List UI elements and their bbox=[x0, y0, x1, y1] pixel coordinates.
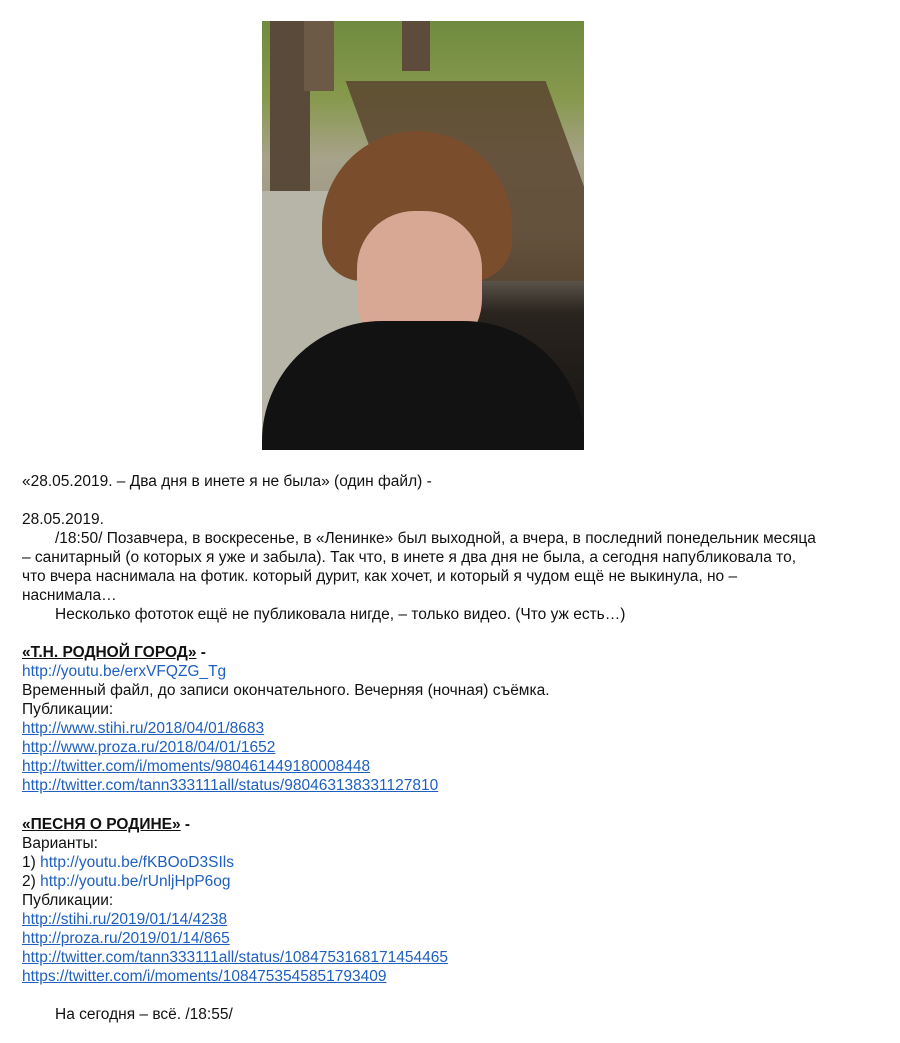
publication-link[interactable]: https://twitter.com/i/moments/1084753545851793409 bbox=[22, 968, 387, 985]
variant-link[interactable]: http://youtu.be/rUnljHpP6og bbox=[40, 873, 231, 890]
variant-link[interactable]: http://youtu.be/fKBOoD3SIls bbox=[40, 854, 234, 871]
post-date: 28.05.2019. bbox=[22, 511, 104, 528]
paragraph2: Несколько фототок ещё не публиковала нигде, – только видео. (Что уж есть…) bbox=[55, 606, 626, 623]
section2-dash: - bbox=[180, 816, 191, 833]
section1-video-link[interactable]: http://youtu.be/erxVFQZG_Tg bbox=[22, 663, 227, 680]
paragraph1-line: что вчера наснимала на фотик. который дурит, как хочет, и который я чудом ещё не выкинула, но – bbox=[22, 568, 738, 585]
section1-heading bbox=[22, 643, 206, 662]
publication-link[interactable]: http://www.stihi.ru/2018/04/01/8683 bbox=[22, 720, 265, 737]
section1-title: «Т.Н. РОДНОЙ ГОРОД» bbox=[22, 644, 197, 661]
variant-item bbox=[22, 853, 234, 872]
section2-heading bbox=[22, 815, 190, 834]
paragraph1-line: – санитарный (о которых я уже и забыла). Так что, в инете я два дня не была, а сегодня напубликовала то, bbox=[22, 549, 797, 566]
section2-pub-label: Публикации: bbox=[22, 892, 114, 909]
publication-link[interactable]: http://twitter.com/i/moments/980461449180008448 bbox=[22, 758, 371, 775]
publication-link[interactable]: http://twitter.com/tann333111all/status/980463138331127810 bbox=[22, 777, 439, 794]
publication-link[interactable]: http://www.proza.ru/2018/04/01/1652 bbox=[22, 739, 276, 756]
photo-tree bbox=[304, 21, 334, 91]
section1-pub-label: Публикации: bbox=[22, 701, 114, 718]
paragraph1-line: наснимала… bbox=[22, 587, 117, 604]
photo-tree bbox=[402, 21, 430, 71]
publication-link[interactable]: http://stihi.ru/2019/01/14/4238 bbox=[22, 911, 228, 928]
closing-line: На сегодня – всё. /18:55/ bbox=[55, 1006, 233, 1023]
section1-note: Временный файл, до записи окончательного. Вечерняя (ночная) съёмка. bbox=[22, 682, 550, 699]
section1-dash: - bbox=[196, 644, 206, 661]
photo-woman-in-park bbox=[262, 21, 584, 450]
section2-title: «ПЕСНЯ О РОДИНЕ» bbox=[22, 816, 181, 833]
variant-number: 2) bbox=[22, 873, 41, 890]
paragraph1-line: /18:50/ Позавчера, в воскресенье, в «Ленинке» был выходной, а вчера, в последний понедельник месяца bbox=[55, 530, 816, 547]
variant-item bbox=[22, 872, 231, 891]
post-title-line: «28.05.2019. – Два дня в инете я не была» (один файл) - bbox=[22, 473, 432, 490]
publication-link[interactable]: http://twitter.com/tann333111all/status/1084753168171454465 bbox=[22, 949, 449, 966]
variant-number: 1) bbox=[22, 854, 41, 871]
section2-variants-label: Варианты: bbox=[22, 835, 98, 852]
publication-link[interactable]: http://proza.ru/2019/01/14/865 bbox=[22, 930, 230, 947]
